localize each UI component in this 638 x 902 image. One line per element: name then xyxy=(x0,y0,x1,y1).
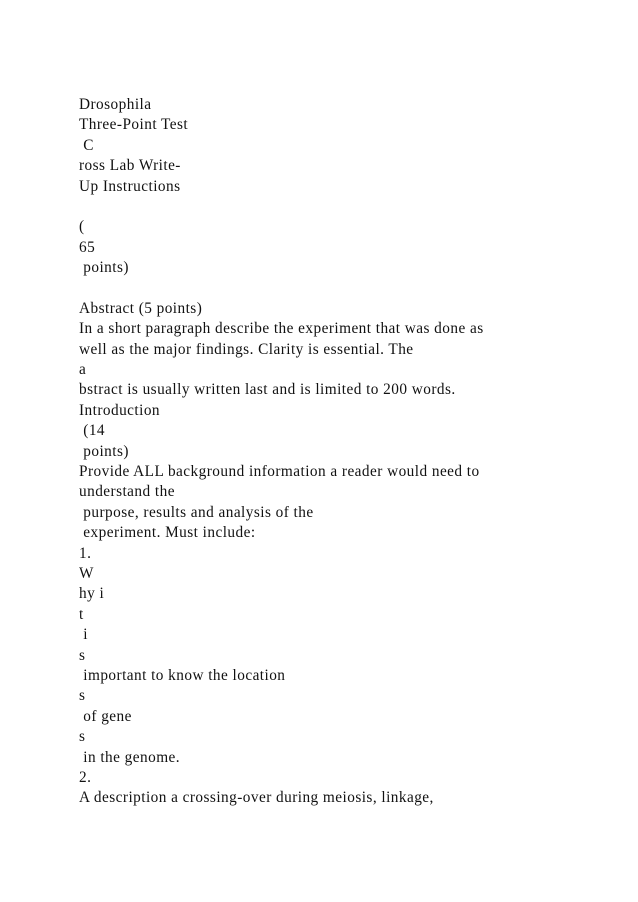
abstract-text-line-3: a xyxy=(79,361,87,379)
list-item-1-line-5: s xyxy=(79,646,86,664)
introduction-heading: Introduction xyxy=(79,401,161,419)
abstract-text-line-2: well as the major findings. Clarity is essential. The xyxy=(79,340,414,358)
blank-line xyxy=(79,197,619,217)
abstract-heading: Abstract (5 points) xyxy=(79,299,203,317)
introduction-text-line-3: purpose, results and analysis of the xyxy=(79,503,314,521)
introduction-points-line-2: points) xyxy=(79,442,129,460)
list-item-1-line-6: important to know the location xyxy=(79,666,286,684)
introduction-text-line-2: understand the xyxy=(79,483,175,501)
list-item-1-line-9: s xyxy=(79,728,86,746)
list-item-1-number: 1. xyxy=(79,544,92,562)
list-item-1-line-8: of gene xyxy=(79,707,132,725)
list-item-1-line-3: t xyxy=(79,605,84,623)
points-line-3: points) xyxy=(79,259,129,277)
list-item-1-line-7: s xyxy=(79,687,86,705)
blank-line xyxy=(79,279,619,299)
title-line-2: Three-Point Test xyxy=(79,116,189,134)
introduction-text-line-1: Provide ALL background information a reader would need to xyxy=(79,463,480,481)
list-item-2-number: 2. xyxy=(79,768,92,786)
points-line-1: ( xyxy=(79,218,85,236)
list-item-2-line-1: A description a crossing-over during meiosis, linkage, xyxy=(79,789,434,807)
title-line-5: Up Instructions xyxy=(79,177,181,195)
introduction-text-line-4: experiment. Must include: xyxy=(79,524,256,542)
list-item-1-line-1: W xyxy=(79,564,94,582)
title-line-4: ross Lab Write- xyxy=(79,157,181,175)
abstract-text-line-1: In a short paragraph describe the experiment that was done as xyxy=(79,320,484,338)
introduction-points-line-1: (14 xyxy=(79,422,106,440)
list-item-1-line-2: hy i xyxy=(79,585,105,603)
title-line-3: C xyxy=(79,136,94,154)
title-line-1: Drosophila xyxy=(79,96,152,113)
list-item-1-line-10: in the genome. xyxy=(79,748,181,766)
list-item-1-line-4: i xyxy=(79,626,88,644)
document-body xyxy=(79,95,619,809)
abstract-text-line-4: bstract is usually written last and is limited to 200 words. xyxy=(79,381,456,399)
points-line-2: 65 xyxy=(79,238,96,256)
